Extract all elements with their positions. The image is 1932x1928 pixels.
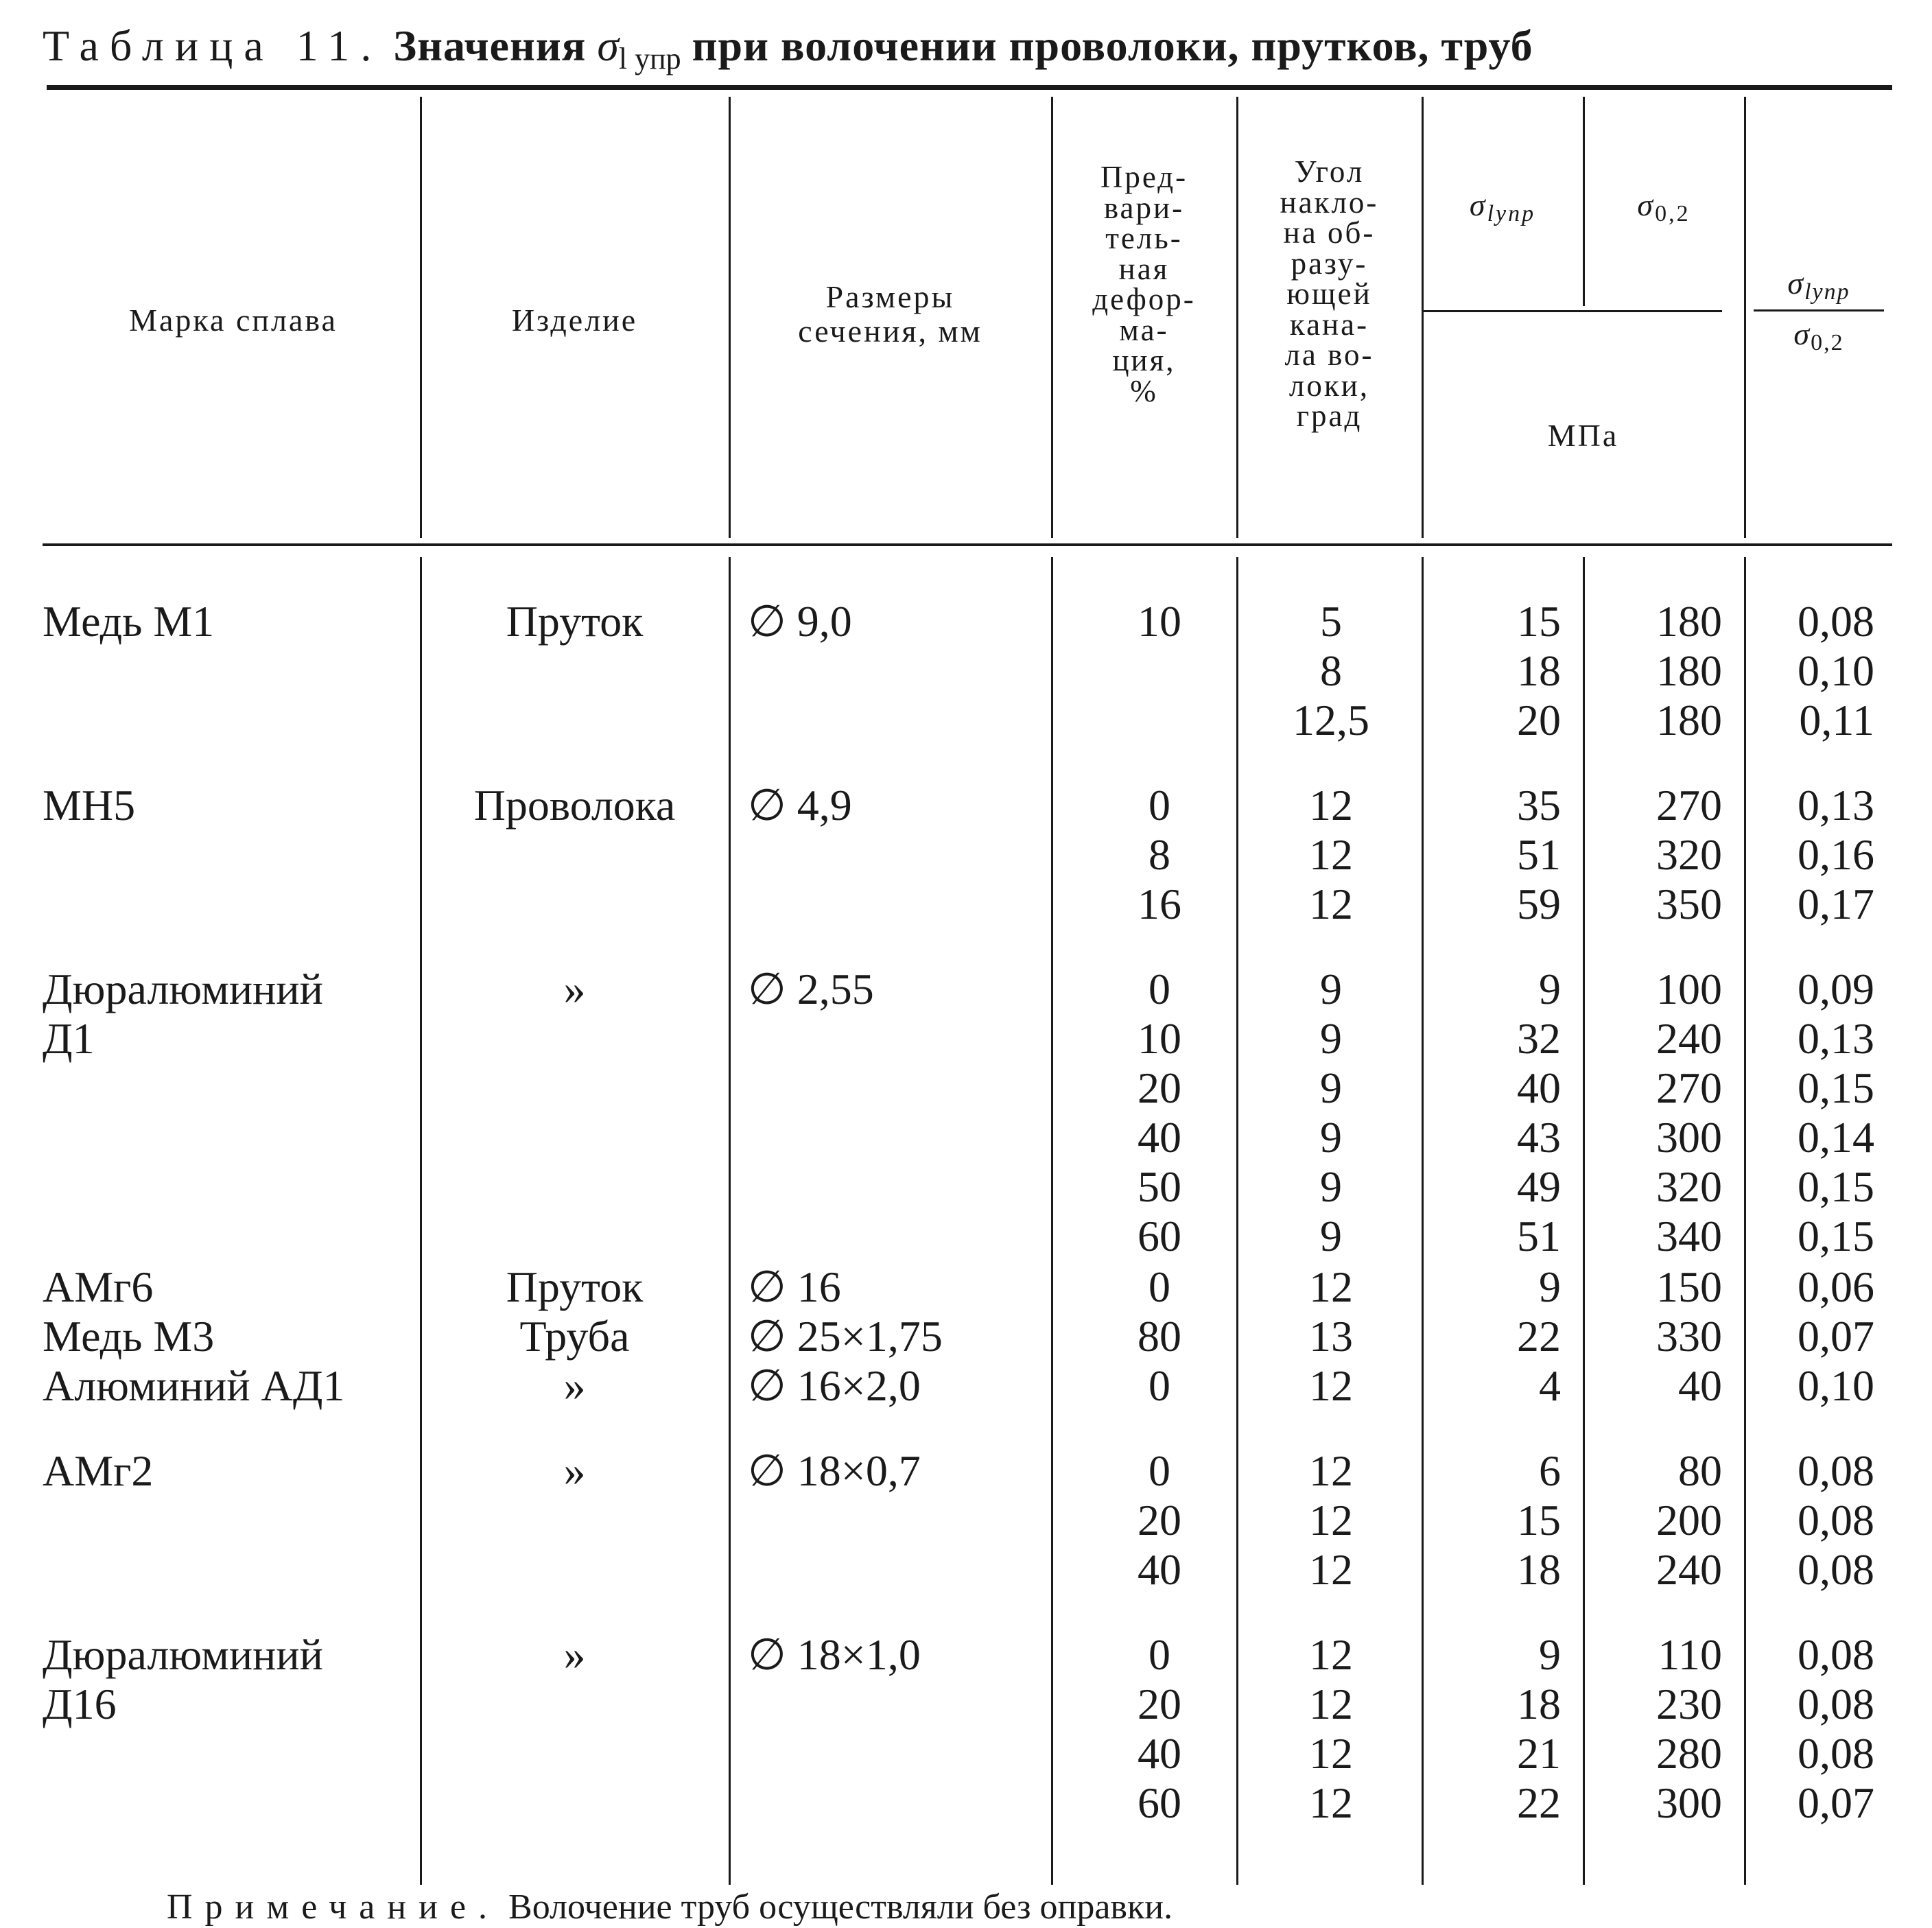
preliminary-deformation-value: 10 xyxy=(1138,1014,1181,1063)
preliminary-deformation-value: 20 xyxy=(1138,1496,1181,1544)
sigma-group-rule xyxy=(1422,310,1722,312)
sigma-l-value: 35 xyxy=(1517,781,1561,830)
die-angle-value: 12 xyxy=(1309,1361,1353,1410)
sigma-l-value: 22 xyxy=(1517,1778,1561,1827)
header-section-size: Размеры сечения, мм xyxy=(798,279,982,349)
ratio-value: 0,08 xyxy=(1798,1545,1874,1594)
section-size: ∅ 18×0,7 xyxy=(748,1446,921,1495)
sigma-02-value: 230 xyxy=(1656,1680,1722,1728)
table-note xyxy=(167,1887,1173,1928)
ratio-value: 0,09 xyxy=(1798,965,1874,1013)
section-size: ∅ 25×1,75 xyxy=(748,1312,943,1361)
header-product: Изделие xyxy=(511,303,638,338)
ratio-value: 0,10 xyxy=(1798,1361,1874,1410)
sigma-02-value: 200 xyxy=(1656,1496,1722,1544)
column-divider xyxy=(1051,557,1053,1885)
product-name: Проволока xyxy=(473,781,676,830)
ratio-denominator: $\sigma_{0,2}$ xyxy=(1793,316,1844,355)
sigma-02-value: 180 xyxy=(1656,597,1722,646)
ratio-value: 0,13 xyxy=(1798,781,1874,830)
sigma-l-value: 9 xyxy=(1539,1262,1561,1311)
sigma-l-value: 15 xyxy=(1517,597,1561,646)
section-size: ∅ 9,0 xyxy=(748,597,852,646)
die-angle-value: 12 xyxy=(1309,880,1353,928)
alloy-name: Д16 xyxy=(43,1680,117,1728)
product-name: » xyxy=(563,965,586,1013)
sigma-02-value: 100 xyxy=(1656,965,1722,1013)
sigma-02-value: 240 xyxy=(1656,1014,1722,1063)
section-size: ∅ 16 xyxy=(748,1262,841,1311)
die-angle-value: 9 xyxy=(1320,1212,1342,1260)
header-sigma-l: $\sigma_{lупр}$ xyxy=(1469,187,1536,226)
ratio-value: 0,15 xyxy=(1798,1162,1874,1211)
sigma-02-value: 320 xyxy=(1656,1162,1722,1211)
sigma-02-value: 280 xyxy=(1656,1729,1722,1778)
sigma-l-value: 51 xyxy=(1517,830,1561,879)
die-angle-value: 12,5 xyxy=(1293,696,1369,744)
sigma-02-value: 330 xyxy=(1656,1312,1722,1361)
ratio-value: 0,08 xyxy=(1798,1446,1874,1495)
column-divider xyxy=(420,557,422,1885)
sigma-l-value: 22 xyxy=(1517,1312,1561,1361)
sigma-02-value: 180 xyxy=(1656,696,1722,744)
die-angle-value: 12 xyxy=(1309,1778,1353,1827)
preliminary-deformation-value: 8 xyxy=(1148,830,1170,879)
sigma-02-value: 40 xyxy=(1678,1361,1722,1410)
ratio-value: 0,14 xyxy=(1798,1113,1874,1162)
section-size: ∅ 2,55 xyxy=(748,965,874,1013)
title-text-before: Значения xyxy=(393,21,587,70)
die-angle-value: 9 xyxy=(1320,965,1342,1013)
sigma-l-value: 21 xyxy=(1517,1729,1561,1778)
title-text-after: при волочении проволоки, прутков, труб xyxy=(692,21,1533,70)
sigma-l-value: 51 xyxy=(1517,1212,1561,1260)
sigma-l-value: 40 xyxy=(1517,1063,1561,1112)
die-angle-value: 13 xyxy=(1309,1312,1353,1361)
ratio-value: 0,07 xyxy=(1798,1778,1874,1827)
sigma-02-value: 180 xyxy=(1656,646,1722,695)
preliminary-deformation-value: 20 xyxy=(1138,1680,1181,1728)
alloy-name: Медь М1 xyxy=(43,597,215,646)
header-preliminary-deformation: Пред- вари- тель- ная дефор- ма- ция, % xyxy=(1092,160,1196,408)
sigma-02-value: 300 xyxy=(1656,1778,1722,1827)
header-ratio xyxy=(1754,265,1884,356)
note-label: Примечание. xyxy=(167,1888,500,1927)
preliminary-deformation-value: 80 xyxy=(1138,1312,1181,1361)
preliminary-deformation-value: 16 xyxy=(1138,880,1181,928)
column-divider xyxy=(1422,97,1424,538)
table-number: Таблица 11. xyxy=(43,21,383,70)
sigma-02-value: 340 xyxy=(1656,1212,1722,1260)
preliminary-deformation-value: 40 xyxy=(1138,1545,1181,1594)
die-angle-value: 12 xyxy=(1309,781,1353,830)
die-angle-value: 12 xyxy=(1309,830,1353,879)
section-size: ∅ 18×1,0 xyxy=(748,1630,921,1679)
header-alloy: Марка сплава xyxy=(129,303,338,338)
die-angle-value: 5 xyxy=(1320,597,1342,646)
product-name: Труба xyxy=(519,1312,630,1361)
alloy-name: Дюралюминий xyxy=(43,965,323,1013)
column-divider xyxy=(1744,97,1746,538)
ratio-value: 0,11 xyxy=(1799,696,1874,744)
sigma-l-value: 59 xyxy=(1517,880,1561,928)
preliminary-deformation-value: 50 xyxy=(1138,1162,1181,1211)
die-angle-value: 12 xyxy=(1309,1496,1353,1544)
sigma-l-value: 9 xyxy=(1539,965,1561,1013)
product-name: Пруток xyxy=(506,1262,644,1311)
preliminary-deformation-value: 40 xyxy=(1138,1729,1181,1778)
die-angle-value: 9 xyxy=(1320,1063,1342,1112)
product-name: » xyxy=(563,1446,586,1495)
preliminary-deformation-value: 60 xyxy=(1138,1778,1181,1827)
preliminary-deformation-value: 0 xyxy=(1148,1630,1170,1679)
die-angle-value: 9 xyxy=(1320,1014,1342,1063)
die-angle-value: 12 xyxy=(1309,1680,1353,1728)
header-bottom-rule xyxy=(43,543,1892,546)
ratio-value: 0,13 xyxy=(1798,1014,1874,1063)
note-text: Волочение труб осуществляли без оправки. xyxy=(508,1888,1173,1927)
alloy-name: АМг2 xyxy=(43,1446,154,1495)
sigma-02-value: 270 xyxy=(1656,1063,1722,1112)
sigma-l-value: 49 xyxy=(1517,1162,1561,1211)
die-angle-value: 12 xyxy=(1309,1630,1353,1679)
header-sigma-02: $\sigma_{0,2}$ xyxy=(1637,187,1690,226)
alloy-name: Д1 xyxy=(43,1014,95,1063)
product-name: » xyxy=(563,1630,586,1679)
header-die-angle: Угол накло- на об- разу- ющей кана- ла во- локи, град xyxy=(1280,154,1379,433)
sigma-02-value: 320 xyxy=(1656,830,1722,879)
alloy-name: Медь М3 xyxy=(43,1312,215,1361)
ratio-value: 0,08 xyxy=(1798,1729,1874,1778)
sigma-l-value: 20 xyxy=(1517,696,1561,744)
preliminary-deformation-value: 20 xyxy=(1138,1063,1181,1112)
sigma-02-value: 240 xyxy=(1656,1545,1722,1594)
ratio-value: 0,08 xyxy=(1798,1680,1874,1728)
die-angle-value: 12 xyxy=(1309,1545,1353,1594)
sigma-02-value: 300 xyxy=(1656,1113,1722,1162)
ratio-value: 0,15 xyxy=(1798,1063,1874,1112)
die-angle-value: 9 xyxy=(1320,1113,1342,1162)
alloy-name: МН5 xyxy=(43,781,136,830)
sigma-02-value: 350 xyxy=(1656,880,1722,928)
preliminary-deformation-value: 0 xyxy=(1148,965,1170,1013)
table-title xyxy=(43,15,1533,90)
sigma-l-value: 18 xyxy=(1517,646,1561,695)
die-angle-value: 12 xyxy=(1309,1729,1353,1778)
header-unit-mpa: МПа xyxy=(1547,418,1619,453)
ratio-value: 0,17 xyxy=(1798,880,1874,928)
ratio-value: 0,06 xyxy=(1798,1262,1874,1311)
column-divider xyxy=(729,557,731,1885)
sigma-l-value: 6 xyxy=(1539,1446,1561,1495)
top-rule xyxy=(47,85,1892,90)
sigma-l-value: 15 xyxy=(1517,1496,1561,1544)
sigma-l-value: 18 xyxy=(1517,1545,1561,1594)
sigma-l-value: 18 xyxy=(1517,1680,1561,1728)
sigma-l-value: 9 xyxy=(1539,1630,1561,1679)
preliminary-deformation-value: 10 xyxy=(1138,597,1181,646)
die-angle-value: 12 xyxy=(1309,1446,1353,1495)
preliminary-deformation-value: 0 xyxy=(1148,1446,1170,1495)
section-size: ∅ 16×2,0 xyxy=(748,1361,921,1410)
alloy-name: АМг6 xyxy=(43,1262,154,1311)
sigma-02-value: 270 xyxy=(1656,781,1722,830)
ratio-value: 0,08 xyxy=(1798,1496,1874,1544)
preliminary-deformation-value: 40 xyxy=(1138,1113,1181,1162)
product-name: » xyxy=(563,1361,586,1410)
ratio-value: 0,16 xyxy=(1798,830,1874,879)
die-angle-value: 9 xyxy=(1320,1162,1342,1211)
preliminary-deformation-value: 60 xyxy=(1138,1212,1181,1260)
sigma-02-value: 150 xyxy=(1656,1262,1722,1311)
fraction-bar xyxy=(1754,309,1884,311)
sigma-l-value: 32 xyxy=(1517,1014,1561,1063)
preliminary-deformation-value: 0 xyxy=(1148,781,1170,830)
alloy-name: Дюралюминий xyxy=(43,1630,323,1679)
ratio-value: 0,08 xyxy=(1798,1630,1874,1679)
sigma-l-value: 4 xyxy=(1539,1361,1561,1410)
section-size: ∅ 4,9 xyxy=(748,781,852,830)
title-sigma-symbol: $\sigma_{l упр}$ xyxy=(597,21,681,75)
preliminary-deformation-value: 0 xyxy=(1148,1262,1170,1311)
column-divider xyxy=(1744,557,1746,1885)
alloy-name: Алюминий АД1 xyxy=(43,1361,345,1410)
sigma-l-value: 43 xyxy=(1517,1113,1561,1162)
product-name: Пруток xyxy=(506,597,644,646)
sigma-02-value: 110 xyxy=(1658,1630,1722,1679)
ratio-value: 0,08 xyxy=(1798,597,1874,646)
ratio-value: 0,15 xyxy=(1798,1212,1874,1260)
die-angle-value: 8 xyxy=(1320,646,1342,695)
ratio-value: 0,07 xyxy=(1798,1312,1874,1361)
sigma-02-value: 80 xyxy=(1678,1446,1722,1495)
ratio-numerator: $\sigma_{lупр}$ xyxy=(1787,266,1850,305)
ratio-value: 0,10 xyxy=(1798,646,1874,695)
die-angle-value: 12 xyxy=(1309,1262,1353,1311)
preliminary-deformation-value: 0 xyxy=(1148,1361,1170,1410)
